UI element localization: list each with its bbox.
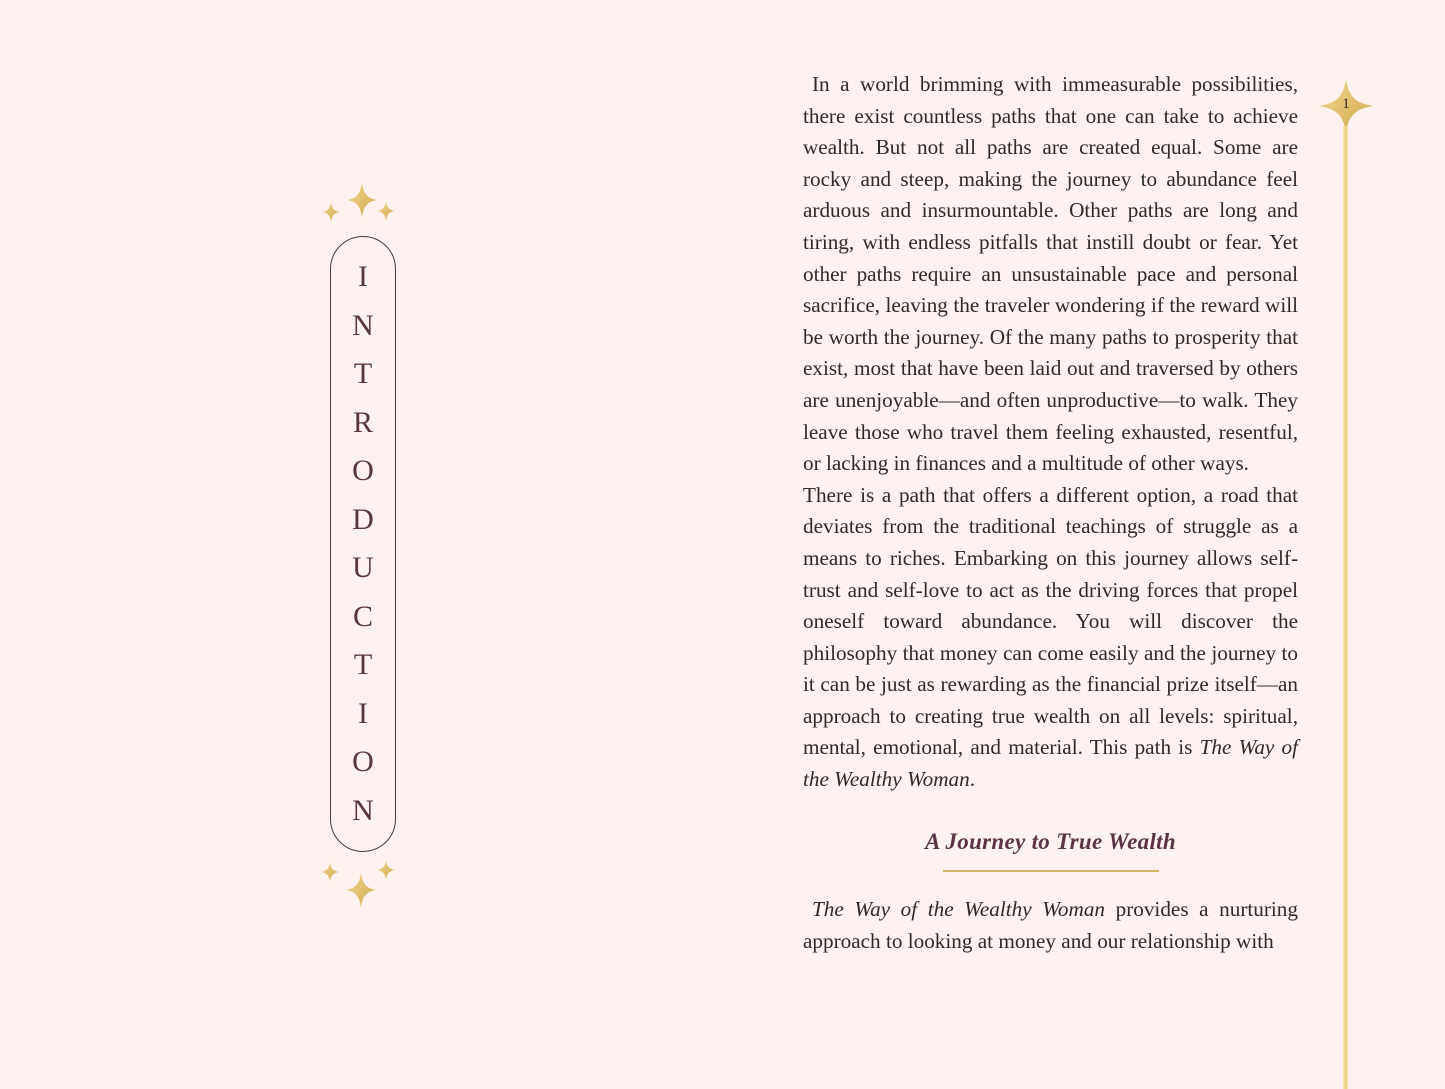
chapter-title-pill — [330, 236, 396, 852]
paragraph-text: There is a path that offers a different option, a road that deviates from the traditional teachings of struggle as a means to riches. Embarking on this journey allows self-trust and self-love to act as the driving forces that propel oneself toward abundance. You will discover the philosophy that money can come easily and the journey to it can be just as rewarding as the financial prize itself—an approach to creating true wealth on all levels: spiritual, mental, emotional, and material. This path is — [803, 482, 1298, 760]
sparkle-icon — [347, 182, 377, 218]
paragraph-text: . — [969, 767, 976, 792]
paragraph-text: In a world brimming with immeasurable possibilities, there exist countless paths that one can take to achieve wealth. But not all paths are created equal. Some are rocky and steep, making the journey to abundance feel arduous and insurmountable. Other paths are long and tiring, with endless pitfalls that instill doubt or fear. Yet other paths require an unsustainable pace and personal sacrifice, leaving the traveler wondering if the reward will be worth the journey. Of the many paths to prosperity that exist, most that have been laid out and traversed by others are unenjoyable—and often unproductive—to walk. They leave those who travel them feeling exhausted, resentful, or lacking in finances and a multitude of other ways. — [803, 72, 1298, 476]
body-text-column — [803, 69, 1298, 957]
page-number-marker — [1318, 79, 1374, 133]
paragraph — [803, 69, 1298, 480]
sparkle-icon — [346, 872, 376, 908]
sparkle-icon — [321, 862, 339, 882]
paragraph-text: provides a nurturing approach to looking at money and our relationship with — [803, 897, 1298, 953]
page-edge-rule — [1343, 126, 1348, 1089]
book-title-italic: The Way of the Wealthy Woman — [812, 897, 1106, 922]
book-title-italic: The Way of the Wealthy Woman — [803, 735, 1299, 792]
sparkle-icon — [377, 201, 395, 221]
heading-divider — [943, 870, 1159, 872]
sparkle-icon — [377, 860, 395, 880]
paragraph — [803, 480, 1298, 796]
chapter-title: INTRODUCTION — [352, 260, 374, 827]
section-heading: A Journey to True Wealth — [925, 828, 1176, 854]
sparkle-icon — [322, 202, 340, 222]
paragraph — [803, 894, 1298, 957]
page-number: 1 — [1342, 95, 1350, 112]
